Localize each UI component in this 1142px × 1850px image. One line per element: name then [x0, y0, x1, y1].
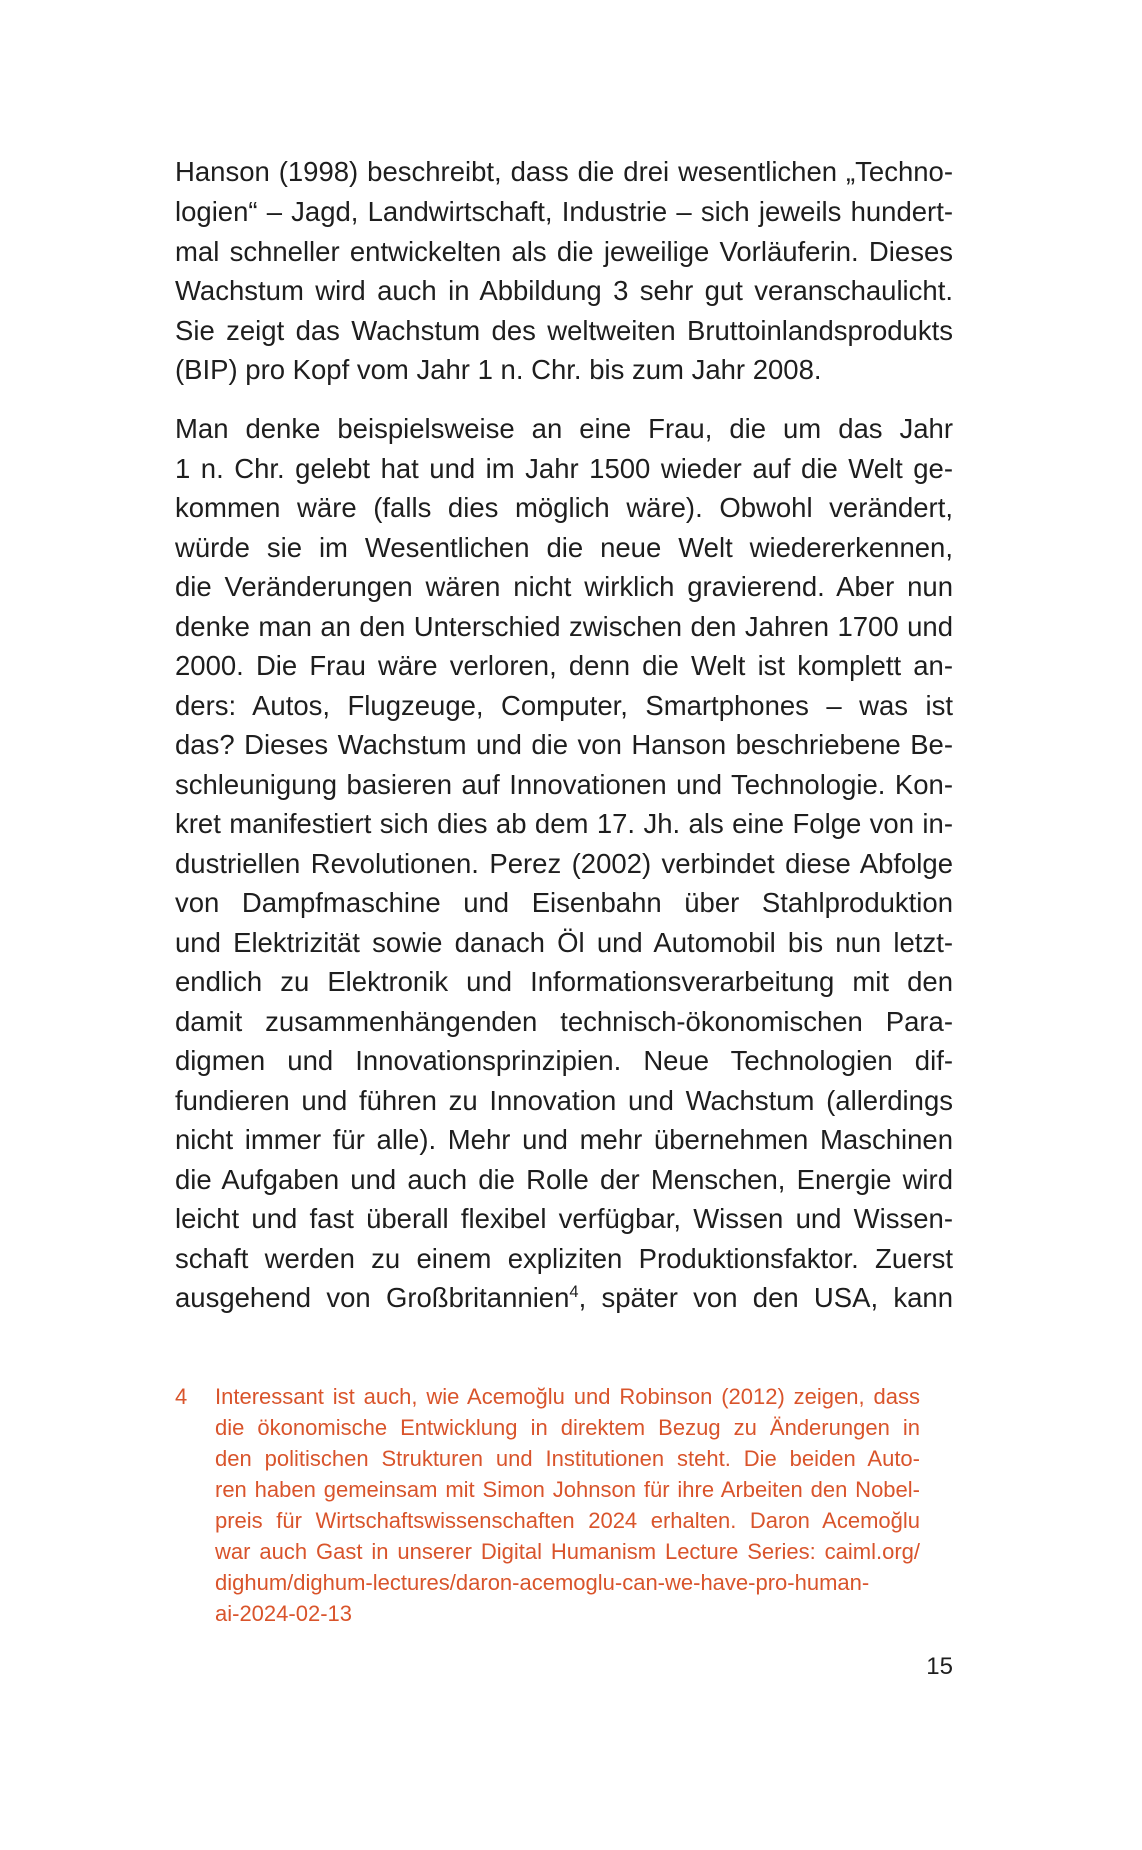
text-line: dustriellen Revolutionen. Perez (2002) verbindet diese Abfolge [175, 848, 953, 879]
text-line: die Veränderungen wären nicht wirklich gravierend. Aber nun [175, 571, 953, 602]
text-line: kommen wäre (falls dies möglich wäre). Obwohl verändert, [175, 492, 953, 523]
text-line: Man denke beispielsweise an eine Frau, die um das Jahr [175, 413, 953, 444]
footnote-line[interactable]: ai-2024-02-13 [215, 1601, 352, 1626]
text-line: (BIP) pro Kopf vom Jahr 1 n. Chr. bis zum Jahr 2008. [175, 354, 822, 385]
text-line: nicht immer für alle). Mehr und mehr übernehmen Maschinen [175, 1124, 953, 1155]
footnote-line: den politischen Strukturen und Institutionen steht. Die beiden Auto- [215, 1446, 920, 1471]
text-line: schaft werden zu einem expliziten Produktionsfaktor. Zuerst [175, 1243, 953, 1274]
footnote-line[interactable]: dighum/dighum-lectures/daron-acemoglu-can-we-have-pro-human- [215, 1570, 870, 1595]
text-line: schleunigung basieren auf Innovationen und Technologie. Kon- [175, 769, 953, 800]
text-line: kret manifestiert sich dies ab dem 17. Jh. als eine Folge von in- [175, 808, 953, 839]
footnote-line: preis für Wirtschaftswissenschaften 2024 erhalten. Daron Acemoğlu [215, 1508, 920, 1533]
text-line: Hanson (1998) beschreibt, dass die drei wesentlichen „Techno- [175, 156, 953, 187]
footnote-reference[interactable]: 4 [569, 1283, 579, 1302]
text-line-last [175, 1278, 953, 1318]
footnote-line[interactable]: war auch Gast in unserer Digital Humanism Lecture Series: caiml.org/ [215, 1539, 920, 1564]
text-line: damit zusammenhängenden technisch-ökonomischen Para- [175, 1006, 953, 1037]
text-line: das? Dieses Wachstum und die von Hanson beschriebene Be- [175, 729, 953, 760]
text-line: endlich zu Elektronik und Informationsverarbeitung mit den [175, 966, 953, 997]
text-segment: , später von den USA, kann [578, 1282, 953, 1313]
text-line: 2000. Die Frau wäre verloren, denn die Welt ist komplett an- [175, 650, 953, 681]
text-segment: ausgehend von Großbritannien [175, 1282, 570, 1313]
footnote-line: Interessant ist auch, wie Acemoğlu und Robinson (2012) zeigen, dass [215, 1384, 920, 1409]
text-line: mal schneller entwickelten als die jeweilige Vorläuferin. Dieses [175, 236, 953, 267]
text-line: digmen und Innovationsprinzipien. Neue Technologien dif- [175, 1045, 953, 1076]
text-line: ders: Autos, Flugzeuge, Computer, Smartphones – was ist [175, 690, 953, 721]
text-line: die Aufgaben und auch die Rolle der Menschen, Energie wird [175, 1164, 953, 1195]
page-number: 15 [926, 1653, 953, 1680]
text-line: leicht und fast überall flexibel verfügbar, Wissen und Wissen- [175, 1203, 953, 1234]
text-line: Sie zeigt das Wachstum des weltweiten Bruttoinlandsprodukts [175, 315, 953, 346]
footnote-line: die ökonomische Entwicklung in direktem Bezug zu Änderungen in [215, 1415, 920, 1440]
text-line: von Dampfmaschine und Eisenbahn über Stahlproduktion [175, 887, 953, 918]
text-line: fundieren und führen zu Innovation und Wachstum (allerdings [175, 1085, 953, 1116]
footnote-number: 4 [175, 1384, 188, 1409]
text-line: Wachstum wird auch in Abbildung 3 sehr gut veranschaulicht. [175, 275, 953, 306]
text-line: und Elektrizität sowie danach Öl und Automobil bis nun letzt- [175, 927, 953, 958]
text-line: logien“ – Jagd, Landwirtschaft, Industrie – sich jeweils hundert- [175, 196, 953, 227]
footnote-line: ren haben gemeinsam mit Simon Johnson für ihre Arbeiten den Nobel- [215, 1477, 920, 1502]
text-line: 1 n. Chr. gelebt hat und im Jahr 1500 wieder auf die Welt ge- [175, 453, 953, 484]
text-line: denke man an den Unterschied zwischen den Jahren 1700 und [175, 611, 953, 642]
text-line: würde sie im Wesentlichen die neue Welt wiedererkennen, [175, 532, 953, 563]
